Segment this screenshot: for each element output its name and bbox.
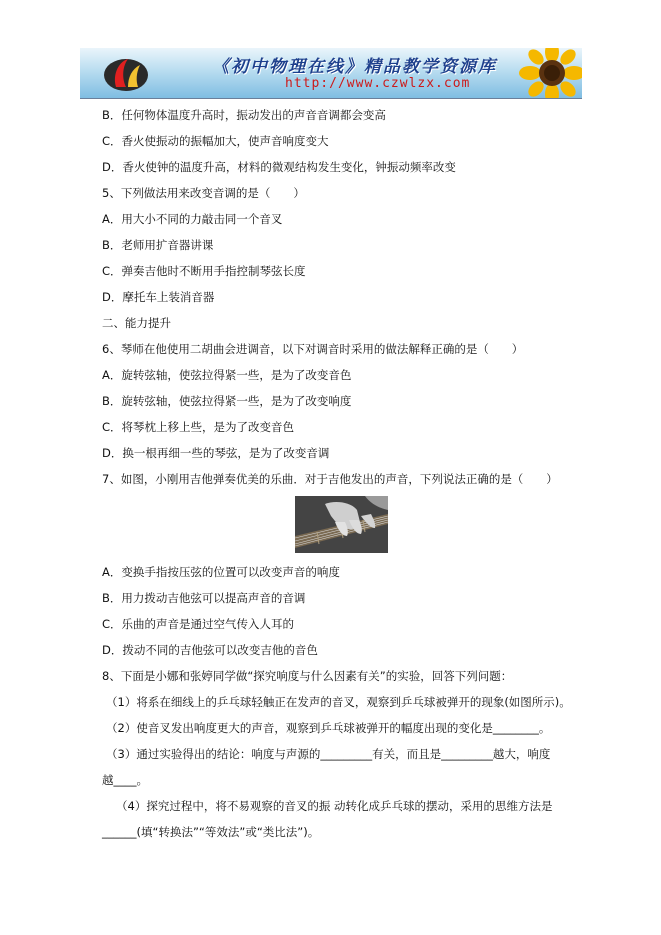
- header-url: http://www.czwlzx.com: [285, 76, 471, 91]
- q7-option-b: B．用力拨动吉他弦可以提高声音的音调: [102, 591, 306, 605]
- physics-logo-icon: [102, 53, 150, 93]
- q6-option-d: D．换一根再细一些的琴弦，是为了改变音调: [102, 446, 330, 460]
- q4-option-b: B．任何物体温度升高时，振动发出的声音音调都会变高: [102, 108, 386, 122]
- guitar-photo: [295, 496, 388, 553]
- q7-option-a: A．变换手指按压弦的位置可以改变声音的响度: [102, 565, 340, 579]
- q8-sub-1: （1）将系在细线上的乒乓球轻触正在发声的音叉，观察到乒乓球被弹开的现象(如图所示)。: [106, 695, 571, 709]
- q6-stem: 6、琴师在他使用二胡曲会进调音，以下对调音时采用的做法解释正确的是（ ）: [102, 342, 524, 356]
- q5-option-d: D．摩托车上装消音器: [102, 290, 215, 304]
- section-heading-two: 二、能力提升: [102, 316, 171, 330]
- q7-option-c: C．乐曲的声音是通过空气传入人耳的: [102, 617, 295, 631]
- q8-sub-4: （4）探究过程中，将不易观察的音叉的振 动转化成乒乓球的摆动，采用的思维方法是: [116, 799, 553, 813]
- guitar-hand-illustration: [295, 496, 388, 553]
- q6-option-c: C．将琴枕上移上些，是为了改变音色: [102, 420, 295, 434]
- q5-option-a: A．用大小不同的力敲击同一个音叉: [102, 212, 283, 226]
- q6-option-b: B．旋转弦轴，使弦拉得紧一些，是为了改变响度: [102, 394, 352, 408]
- q8-sub-2: （2）使音叉发出响度更大的声音，观察到乒乓球被弹开的幅度出现的变化是________。: [106, 721, 551, 735]
- sunflower-icon: [516, 48, 582, 99]
- q7-stem: 7、如图，小刚用吉他弹奏优美的乐曲．对于吉他发出的声音，下列说法正确的是（ ）: [102, 472, 558, 486]
- q6-option-a: A．旋转弦轴，使弦拉得紧一些，是为了改变音色: [102, 368, 352, 382]
- q7-option-d: D．拨动不同的吉他弦可以改变吉他的音色: [102, 643, 318, 657]
- q8-stem: 8、下面是小娜和张婷同学做“探究响度与什么因素有关”的实验，回答下列问题：: [102, 669, 513, 683]
- header-title: 《初中物理在线》精品教学资源库: [212, 57, 497, 77]
- q8-sub-3: （3）通过实验得出的结论：响度与声源的_________有关，而且是_________越大，响度: [106, 747, 551, 761]
- document-body: [102, 102, 572, 845]
- q8-sub-4-continued: ______(填“转换法”“等效法”或“类比法”)。: [102, 825, 320, 839]
- q4-option-c: C．香火使振动的振幅加大，使声音响度变大: [102, 134, 329, 148]
- q8-sub-3-continued: 越____。: [102, 773, 148, 787]
- q5-stem: 5、下列做法用来改变音调的是（ ）: [102, 186, 305, 200]
- q5-option-b: B．老师用扩音器讲课: [102, 238, 214, 252]
- q5-option-c: C．弹奏吉他时不断用手指控制琴弦长度: [102, 264, 306, 278]
- header-banner: [80, 48, 582, 99]
- q4-option-d: D．香火使钟的温度升高，材料的微观结构发生变化，钟振动频率改变: [102, 160, 456, 174]
